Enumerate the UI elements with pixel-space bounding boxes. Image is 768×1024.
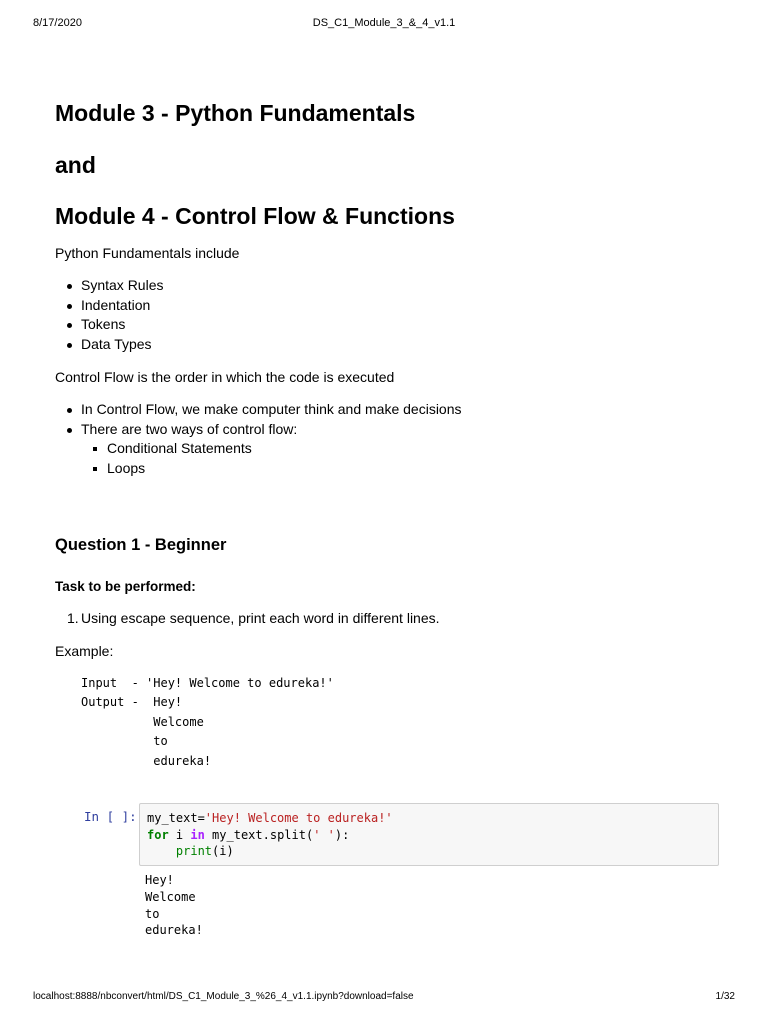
sub-list-item: Conditional Statements [55,439,462,459]
code-token: (i) [212,844,234,858]
fundamentals-intro: Python Fundamentals include [55,245,240,261]
question-1-heading: Question 1 - Beginner [55,536,227,554]
example-line: Output - Hey! [81,695,183,710]
example-line: Input - 'Hey! Welcome to edureka!' [81,676,334,690]
task-list [55,609,440,629]
example-line: Welcome [81,714,204,729]
sub-list-item: Loops [55,459,462,479]
code-token-keyword: for [147,827,169,842]
heading-module-4: Module 4 - Control Flow & Functions [55,203,455,229]
cell-prompt: In [ ]: [84,809,137,824]
list-item: There are two ways of control flow: [55,420,462,440]
example-line: edureka! [81,753,212,768]
list-item: Tokens [55,315,163,335]
heading-module-3: Module 3 - Python Fundamentals [55,100,416,126]
code-token: ): [334,827,350,842]
page-footer-page-number: 1/32 [715,991,735,1002]
code-token-string: 'Hey! Welcome to edureka!' [204,811,393,825]
list-item: Syntax Rules [55,276,163,296]
page-header-title: DS_C1_Module_3_&_4_v1.1 [312,17,456,29]
example-block [81,674,334,771]
task-item-number: 1. [67,610,79,626]
task-label: Task to be performed: [55,579,196,594]
control-flow-list [55,400,462,478]
code-cell-input[interactable] [139,803,719,866]
list-item: In Control Flow, we make computer think and make decisions [55,400,462,420]
list-item: Data Types [55,335,163,355]
code-token-string: ' ' [313,827,335,842]
code-token: i [168,827,191,842]
code-token: my_text.split( [204,827,314,842]
task-item-text: Using escape sequence, print each word in different lines. [81,610,440,626]
code-token [147,844,176,858]
control-flow-intro: Control Flow is the order in which the code is executed [55,369,395,385]
fundamentals-list [55,276,163,354]
page-header-date: 8/17/2020 [33,17,82,29]
cell-output: Hey! Welcome to edureka! [145,873,203,938]
example-line: to [81,734,168,749]
heading-and: and [55,152,96,178]
code-token-builtin: print [175,844,213,858]
example-label: Example: [55,643,114,659]
code-text[interactable] [147,810,393,860]
page-footer-url: localhost:8888/nbconvert/html/DS_C1_Module_3_%26_4_v1.1.ipynb?download=false [33,991,414,1002]
code-token-operator: in [190,827,205,842]
list-item: Indentation [55,296,163,316]
task-item [55,609,440,629]
code-token: my_text= [147,811,205,825]
